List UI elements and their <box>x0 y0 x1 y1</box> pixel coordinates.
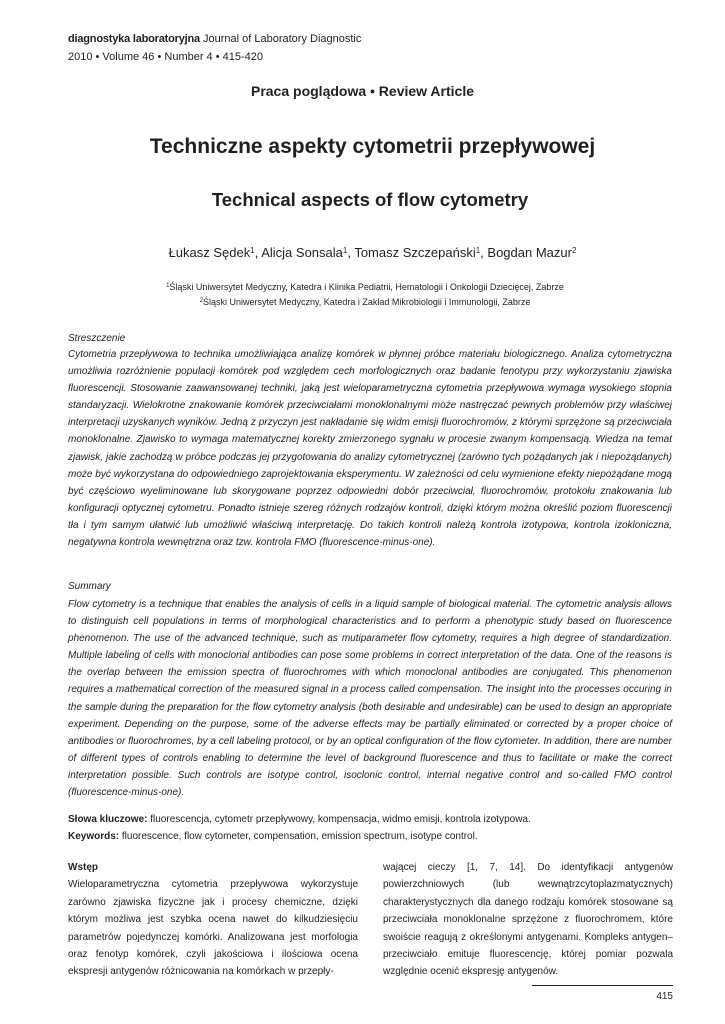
title-polish: Techniczne aspekty cytometrii przepływowej <box>149 135 596 158</box>
body-column-right <box>383 859 673 981</box>
keywords-polish-label: Słowa kluczowe: <box>68 814 148 825</box>
journal-brand: diagnostyka laboratoryjna <box>68 33 200 45</box>
page-number: 415 <box>656 991 673 1002</box>
author-separator: , <box>347 245 355 260</box>
affiliation <box>0 297 725 307</box>
journal-name: Journal of Laboratory Diagnostic <box>203 33 362 45</box>
author-affiliation-mark: 1 <box>342 246 348 255</box>
journal-header <box>68 32 362 63</box>
keywords-polish <box>68 812 688 828</box>
affiliation-number: 1 <box>166 283 170 289</box>
abstract-pl-label: Streszczenie <box>68 333 126 344</box>
author-name: Bogdan Mazur <box>487 245 572 260</box>
affiliation-text: Śląski Uniwersytet Medyczny, Katedra i Klinika Pediatrii, Hematologii i Onkologii Dziecięcej, Zabrze <box>169 282 564 292</box>
author-name: Łukasz Sędek <box>168 245 251 260</box>
section-heading-introduction: Wstęp <box>68 862 98 873</box>
affiliation-number: 2 <box>199 298 203 304</box>
keywords-english <box>68 829 688 845</box>
author-affiliation-mark: 1 <box>250 246 255 255</box>
abstract-en-label: Summary <box>68 581 111 592</box>
author-affiliation-mark: 2 <box>571 246 577 255</box>
abstract-en-text: Flow cytometry is a technique that enables the analysis of cells in a liquid sample of biological material. The cytometric analysis allows to distinguish cell populations in terms of morphological characteristics and to perform a phenotypic study based on fluorescence phenomenon. The use of the advanced technique, such as mutiparameter flow cytometry, requires a high degree of standardization. Multiple labeling of cells with monoclonal antibodies can pose some problems in correct interpretation of the data. One of the reasons is the overlap between the emission spectra of fluorochromes with which monoclonal antibodies are conjugated. This phenomenon requires a mathematical correction of the measured signal in a process called compensation. The insight into the processes occuring in the sample during the preparation for the flow cytometry analysis (both desirable and undesirable) can be used to design an appropriate experiment. Depending on the purpose, some of the adverse effects may be partially eliminated or corrected by a proper choice of antibodies or fluorochromes, by a cell labeling protocol, or by an optical configuration of the flow cytometer. In addition, there are number of different types of controls enabling to determine the level of background fluorescence and thus to facilitate or make the correct interpretation possible. Such controls are isotype control, isoclonic control, internal negative control and so-called FMO control (fluorescence-minus-one). <box>68 599 672 799</box>
affiliation-text: Śląski Uniwersytet Medyczny, Katedra i Zakład Mikrobiologii i Immunologii, Zabrze <box>202 297 531 307</box>
journal-issue: 2010 • Volume 46 • Number 4 • 415-420 <box>68 51 264 63</box>
author-affiliation-mark: 1 <box>475 246 481 255</box>
author-separator: , <box>480 245 488 260</box>
journal-title-line <box>68 32 361 46</box>
title-english: Technical aspects of flow cytometry <box>211 189 529 210</box>
author-separator: , <box>254 245 262 260</box>
keywords-polish-text: fluorescencja, cytometr przepływowy, kompensacja, widmo emisji, kontrola izotypowa. <box>150 814 531 825</box>
affiliation <box>0 282 725 292</box>
keywords-english-text: fluorescence, flow cytometer, compensation, emission spectrum, isotype control. <box>121 831 478 842</box>
author-list <box>0 245 725 260</box>
article-type: Praca poglądowa • Review Article <box>250 83 474 99</box>
keywords-english-label: Keywords: <box>68 831 120 842</box>
footer-rule <box>532 985 673 986</box>
body-column-left <box>68 859 358 981</box>
body-paragraph: wającej cieczy [1, 7, 14]. Do identyfikacji antygenów powierzchniowych (lub wewnątrzcytoplazmatycznych) charakterystycznych dla danego rodzaju komórek stosowane są przeciwciała monoklonalne sprzężone z fluorochromem, które swoiście reagują z określonymi antygenami. Kompleks antygen–przeciwciało emituje fluorescencję, której pomiar pozwala względnie ocenić ekspresję antygenów. <box>383 862 673 978</box>
body-paragraph: Wieloparametryczna cytometria przepływowa wykorzystuje zarówno zjawiska fizyczne jak i procesy chemiczne, dzięki którym możliwa jest szybka ocena nawet do kilkudziesięciu parametrów pojedynczej komórki. Analizowana jest morfologia oraz fenotyp komórek, czyli jakościowa i ilościowa ocena ekspresji antygenów różnicowania na komórkach w przepły- <box>68 879 358 978</box>
abstract-pl-text: Cytometria przepływowa to technika umożliwiająca analizę komórek w płynnej próbce materiału biologicznego. Analiza cytometryczna umożliwia rozróżnienie populacji komórek pod względem cech morfologicznych oraz badanie fenotypu przy wykorzystaniu zjawiska fluorescencji. Stosowanie zaawansowanej techniki, jaką jest wieloparametryczna cytometria przepływowa wymaga wysokiego stopnia standaryzacji. Wielokrotne znakowanie komórek przeciwciałami monoklonalnymi może nastręczać pewnych problemów przy właściwej interpretacji uzyskanych wyników. Jedną z przyczyn jest nakładanie się widm emisji fluorochromów, z którymi sprzężone są przeciwciała monoklonalne. Zjawisko to wymaga matematycznej korekty zmierzonego sygnału w procesie zwanym kompensacją. Wiedza na temat zjawisk, jakie zachodzą w próbce podczas jej przygotowania do analizy cytometrycznej (zarówno tych pożądanych jak i niepożądanych) może być wykorzystana do odpowiedniego zaprojektowania eksperymentu. W zależności od celu wymienione efekty niepożądane mogą być częściowo wyeliminowane lub skorygowane poprzez odpowiedni dobór przeciwciał, fluorochromów, protokołu znakowania lub konfiguracji optycznej cytometru. Ponadto istnieje szereg różnych rodzajów kontroli, dzięki którym można określić poziom fluorescencji tła i tym samym ułatwić lub umożliwić właściwą interpretację. Do takich kontroli należą kontrola izotypowa, kontrola izokloniczna, negatywna kontrola wewnętrzna oraz tzw. kontrola FMO (fluorescence-minus-one). <box>68 349 672 549</box>
author-name: Alicja Sonsala <box>261 245 343 260</box>
author-name: Tomasz Szczepański <box>354 245 476 260</box>
